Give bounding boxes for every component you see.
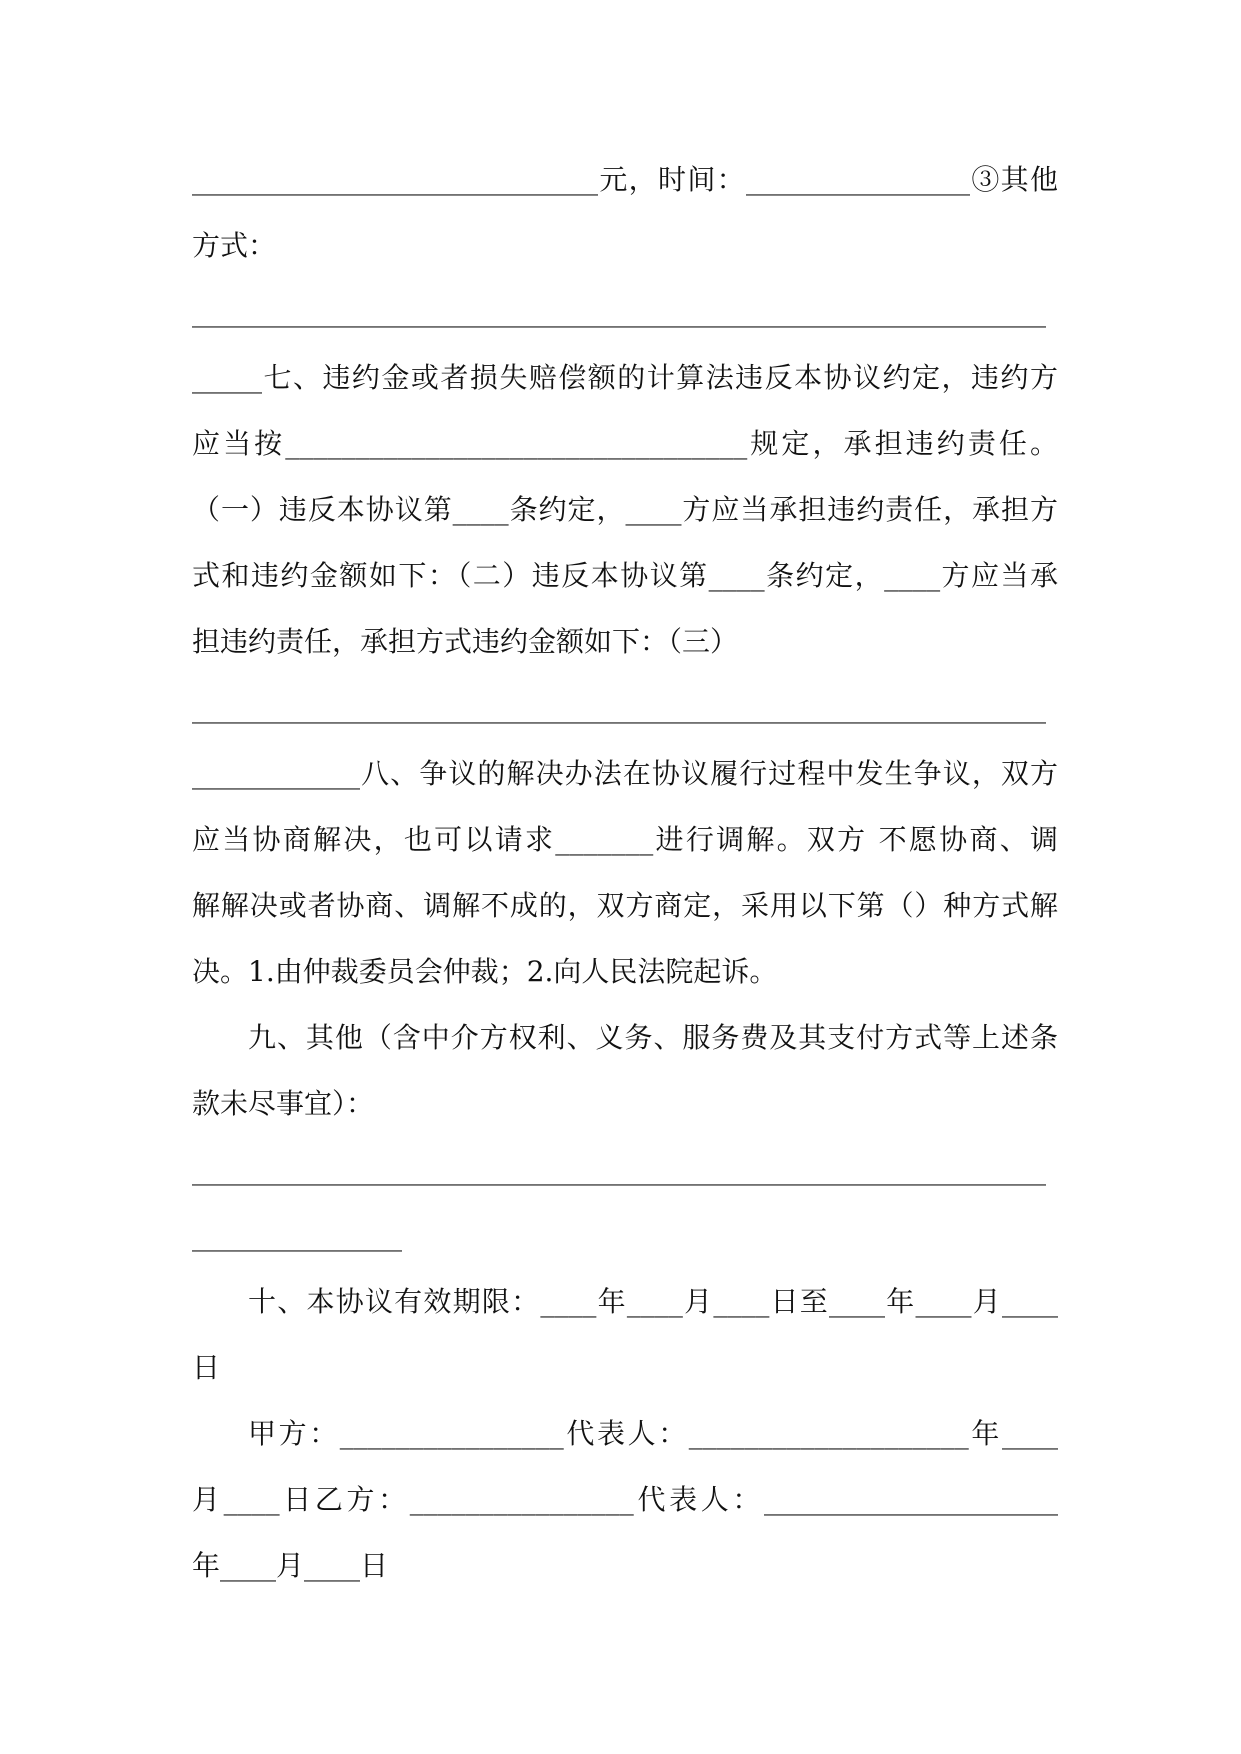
text-line: 式和违约金额如下：（二）违反本协议第____条约定，____方应当承 bbox=[192, 559, 1058, 592]
text-line: 解解决或者协商、调解不成的，双方商定，采用以下第（）种方式解 bbox=[192, 889, 1058, 922]
signature-party-b-line: 月____日乙方：________________代表人：_____________________ bbox=[192, 1483, 1058, 1516]
clause-7-line: _____七、违约金或者损失赔偿额的计算法违反本协议约定，违约方 bbox=[192, 361, 1058, 394]
blank-underline: _____________________________________________________________ bbox=[192, 1153, 1046, 1186]
blank-underline: _____________________________________________________________ bbox=[192, 295, 1046, 328]
text-line: 应当按_________________________________规定，承担违约责任。 bbox=[192, 427, 1058, 460]
clause-9-line: 九、其他（含中介方权利、义务、服务费及其支付方式等上述条 bbox=[248, 1021, 1058, 1054]
text-line: 方式： bbox=[192, 229, 277, 262]
text-line: 决。1.由仲裁委员会仲裁；2.向人民法院起诉。 bbox=[192, 955, 778, 988]
clause-10-line: 十、本协议有效期限：____年____月____日至____年____月____ bbox=[248, 1285, 1058, 1318]
text-line: （一）违反本协议第____条约定，____方应当承担违约责任，承担方 bbox=[192, 493, 1058, 526]
signature-date-line: 年____月____日 bbox=[192, 1549, 389, 1582]
clause-8-line: ____________八、争议的解决办法在协议履行过程中发生争议，双方 bbox=[192, 757, 1058, 790]
text-line: 担违约责任，承担方式违约金额如下：（三） bbox=[192, 625, 739, 658]
text-line: 款未尽事宜）： bbox=[192, 1087, 375, 1120]
blank-underline: _______________ bbox=[192, 1219, 402, 1252]
text-line: 日 bbox=[192, 1351, 221, 1384]
text-line: _____________________________元，时间：________________③其他 bbox=[192, 163, 1058, 196]
signature-party-a-line: 甲方：________________代表人：____________________年____ bbox=[248, 1417, 1058, 1450]
text-line: 应当协商解决，也可以请求_______进行调解。双方 不愿协商、调 bbox=[192, 823, 1058, 856]
document-body bbox=[192, 147, 1058, 1599]
blank-underline: _____________________________________________________________ bbox=[192, 691, 1046, 724]
